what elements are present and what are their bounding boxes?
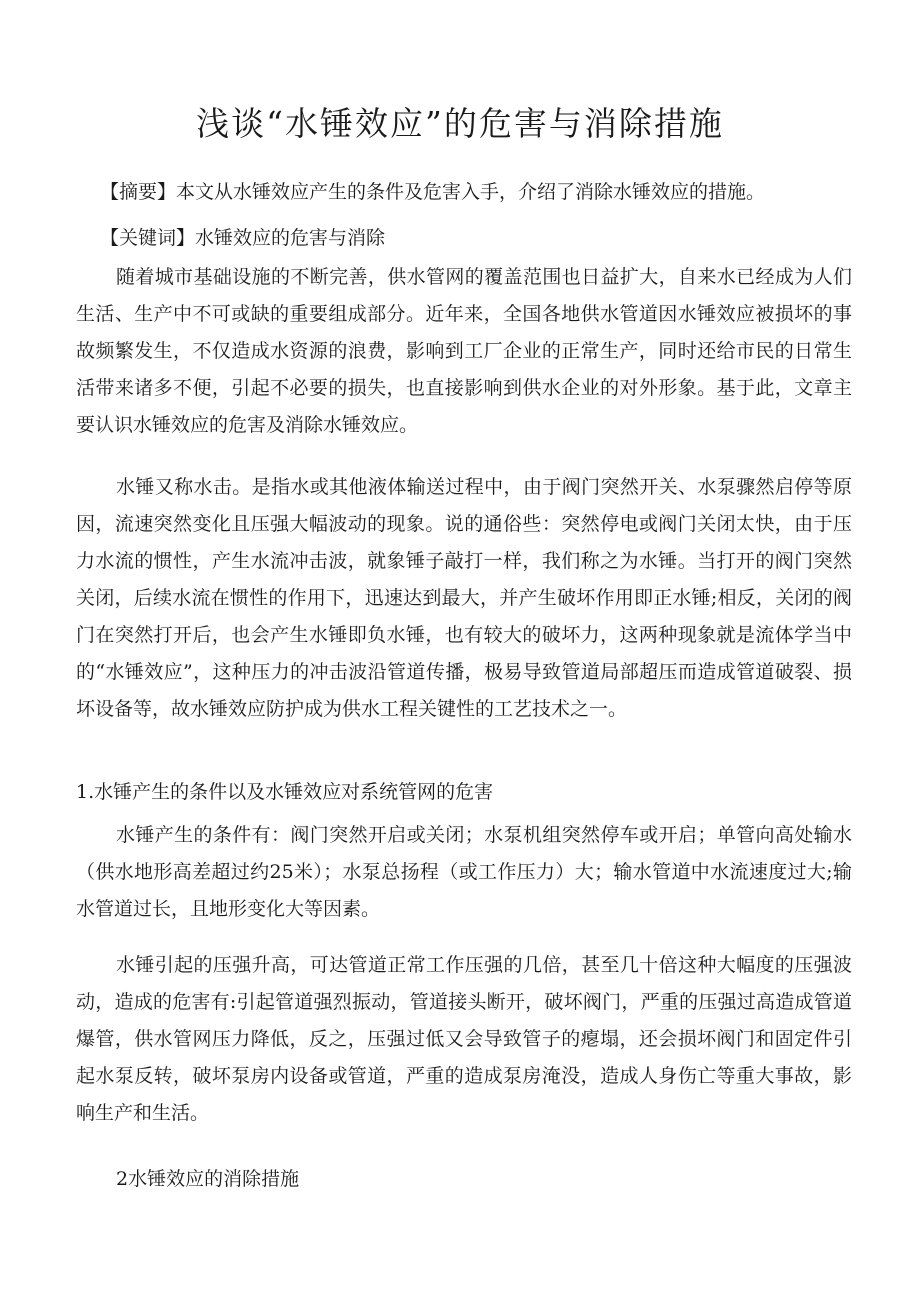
abstract bbox=[100, 174, 852, 211]
intro-paragraph: 随着城市基础设施的不断完善，供水管网的覆盖范围也日益扩大，自来水已经成为人们生活、生产中不可或缺的重要组成部分。近年来，全国各地供水管道因水锤效应被损坏的事故频繁发生，不仅造成水资源的浪费，影响到工厂企业的正常生产，同时还给市民的日常生活带来诸多不便，引起不必要的损失，也直接影响到供水企业的对外形象。基于此，文章主要认识水锤效应的危害及消除水锤效应。 bbox=[76, 266, 852, 436]
keywords-text: 水锤效应的危害与消除 bbox=[195, 227, 386, 249]
hazards-paragraph: 水锤引起的压强升高，可达管道正常工作压强的几倍，甚至几十倍这种大幅度的压强波动，造成的危害有:引起管道强烈振动，管道接头断开，破坏阀门，严重的压强过高造成管道爆管，供水管网压力降低，反之，压强过低又会导致管子的瘪塌，还会损坏阀门和固定件引起水泵反转，破坏泵房内设备或管道，严重的造成泵房淹没，造成人身伤亡等重大事故，影响生产和生活。 bbox=[76, 954, 852, 1124]
abstract-text: 本文从水锤效应产生的条件及危害入手，介绍了消除水锤效应的措施。 bbox=[176, 181, 766, 203]
abstract-label: 【摘要】 bbox=[100, 181, 177, 203]
section-heading-1: 1.水锤产生的条件以及水锤效应对系统管网的危害 bbox=[76, 781, 494, 803]
keywords-label: 【关键词】 bbox=[100, 227, 196, 249]
document-title: 浅谈“水锤效应”的危害与消除措施 bbox=[196, 104, 724, 143]
conditions-paragraph: 水锤产生的条件有：阀门突然开启或关闭；水泵机组突然停车或开启；单管向高处输水（供水地形高差超过约25米）；水泵总扬程（或工作压力）大；输水管道中水流速度过大;输水管道过长，且地形变化大等因素。 bbox=[76, 824, 852, 920]
section-heading-2: 2水锤效应的消除措施 bbox=[116, 1168, 300, 1190]
keywords bbox=[100, 220, 852, 257]
water-hammer-definition-paragraph: 水锤又称水击。是指水或其他液体输送过程中，由于阀门突然开关、水泵骤然启停等原因，流速突然变化且压强大幅波动的现象。说的通俗些：突然停电或阀门关闭太快，由于压力水流的惯性，产生水流冲击波，就象锤子敲打一样，我们称之为水锤。当打开的阀门突然关闭，后续水流在惯性的作用下，迅速达到最大，并产生破坏作用即正水锤;相反，关闭的阀门在突然打开后，也会产生水锤即负水锤，也有较大的破坏力，这两种现象就是流体学当中的“水锤效应”，这种压力的冲击波沿管道传播，极易导致管道局部超压而造成管道破裂、损坏设备等，故水锤效应防护成为供水工程关键性的工艺技术之一。 bbox=[76, 476, 852, 720]
